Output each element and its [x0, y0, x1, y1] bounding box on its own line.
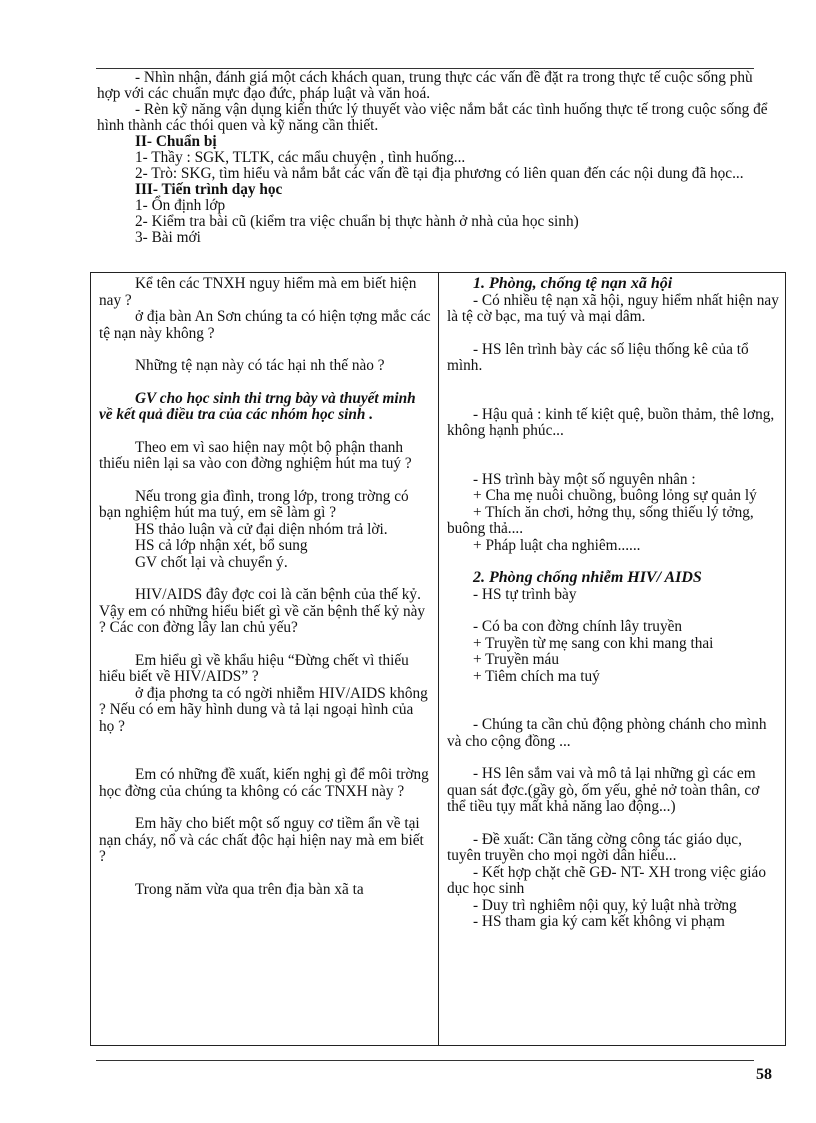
answer: - Kết hợp chặt chẽ GĐ- NT- XH trong việc giáo dục học sinh [447, 863, 766, 897]
step-1: 1- Ổn định lớp [135, 197, 226, 214]
student-column [439, 273, 786, 1046]
question: Kể tên các TNXH nguy hiểm mà em biết hiện nay ? [99, 275, 417, 309]
objective-line-1: - Nhìn nhận, đánh giá một cách khách quan, trung thực các vấn đề đặt ra trong thực tế cuộc sống phù hợp với các chuẩn mực đạo đức, pháp luật và văn hoá. [97, 69, 753, 102]
question: ở địa phơng ta có ngời nhiễm HIV/AIDS không ? Nếu có em hãy hình dung và tả lại ngoại hình của họ ? [99, 684, 428, 735]
answer: - Đề xuất: Cần tăng cờng công tác giáo dục, tuyên truyền cho mọi ngời dân hiểu... [447, 830, 742, 864]
activity-note: HS cả lớp nhận xét, bổ sung [135, 537, 308, 554]
content-heading-1: 1. Phòng, chống tệ nạn xã hội [473, 275, 673, 292]
step-2: 2- Kiểm tra bài cũ (kiểm tra việc chuẩn bị thực hành ở nhà của học sinh) [135, 213, 579, 230]
teacher-instruction: GV cho học sinh thi trng bày và thuyết minh về kết quả điều tra của các nhóm học sinh . [99, 389, 416, 423]
answer: - Duy trì nghiêm nội quy, kỷ luật nhà trờng [473, 896, 737, 914]
objective-line-2: - Rèn kỹ năng vận dụng kiến thức lý thuyết vào việc nắm bắt các tình huống thực tế trong cuộc sống để hình thành các thói quen và kỹ năng cần thiết. [97, 101, 768, 134]
answer-bullet: + Tiêm chích ma tuý [473, 667, 600, 685]
answer-bullet: + Thích ăn chơi, hởng thụ, sống thiếu lý tởng, buông thả.... [447, 503, 754, 537]
prep-teacher: 1- Thầy : SGK, TLTK, các mẩu chuyện , tình huống... [135, 149, 466, 166]
answer-bullet: + Truyền máu [473, 651, 559, 668]
table-row [91, 273, 786, 1046]
question: Em hiểu gì về khẩu hiệu “Đừng chết vì thiếu hiểu biết về HIV/AIDS” ? [99, 651, 409, 685]
content-heading-2: 2. Phòng chống nhiễm HIV/ AIDS [473, 569, 702, 586]
step-3: 3- Bài mới [135, 229, 201, 246]
intro-section [97, 70, 779, 246]
answer: - HS tự trình bày [473, 585, 577, 603]
footer-rule [96, 1060, 754, 1061]
activity-note: GV chốt lại và chuyển ý. [135, 553, 288, 571]
answer-bullet: + Pháp luật cha nghiêm...... [473, 536, 641, 554]
question: Nếu trong gia đình, trong lớp, trong trờng có bạn nghiệm hút ma tuý, em sẽ làm gì ? [99, 487, 409, 521]
prep-student: 2- Trò: SKG, tìm hiểu và nắm bắt các vấn đề tại địa phương có liên quan đến các nội dung đã học... [135, 165, 744, 182]
answer: - HS trình bày một số nguyên nhân : [473, 470, 696, 488]
answer: - HS lên trình bày các số liệu thống kê của tổ mình. [447, 340, 749, 374]
question: Theo em vì sao hiện nay một bộ phận thanh thiếu niên lại sa vào con đờng nghiệm hút ma tuý ? [99, 438, 412, 472]
activity-note: HS thảo luận và cử đại diện nhóm trả lời. [135, 520, 388, 538]
answer: - HS tham gia ký cam kết không vi phạm [473, 913, 725, 930]
answer-bullet: + Cha mẹ nuôi chuồng, buông lỏng sự quản lý [473, 487, 757, 504]
question: Những tệ nạn này có tác hại nh thế nào ? [135, 357, 385, 374]
lesson-table [90, 272, 786, 1046]
question: Em hãy cho biết một số nguy cơ tiềm ẩn về tại nạn cháy, nổ và các chất độc hại hiện nay mà em biết ? [99, 815, 424, 865]
teacher-column [91, 273, 439, 1046]
section-heading-process: III- Tiến trình dạy học [135, 181, 283, 198]
question: Em có những đề xuất, kiến nghị gì để môi trờng học đờng của chúng ta không có các TNXH này ? [99, 766, 429, 800]
question: HIV/AIDS đây đợc coi là căn bệnh của thế kỷ. Vậy em có những hiểu biết gì về căn bệnh thế kỷ này ? Các con đờng lây lan chủ yếu? [99, 586, 426, 636]
answer: - HS lên sắm vai và mô tả lại những gì các em quan sát đợc.(gầy gò, ốm yếu, ghẻ nở toàn thân, cơ thể tiều tụy mất khả năng lao động...) [447, 765, 760, 815]
answer: - Hậu quả : kinh tế kiệt quệ, buồn thảm, thê lơng, không hạnh phúc... [447, 405, 775, 439]
question: Trong năm vừa qua trên địa bàn xã ta [135, 880, 364, 898]
page-number: 58 [756, 1066, 772, 1083]
answer-bullet: + Truyền từ mẹ sang con khi mang thai [473, 634, 714, 652]
question: ở địa bàn An Sơn chúng ta có hiện tợng mắc các tệ nạn này không ? [99, 308, 431, 342]
answer: - Có ba con đờng chính lây truyền [473, 618, 683, 635]
section-heading-preparation: II- Chuẩn bị [135, 133, 217, 150]
answer: - Chúng ta cần chủ động phòng chánh cho mình và cho cộng đồng ... [447, 716, 767, 750]
answer: - Có nhiều tệ nạn xã hội, nguy hiểm nhất hiện nay là tệ cờ bạc, ma tuý và mại dâm. [447, 291, 779, 325]
